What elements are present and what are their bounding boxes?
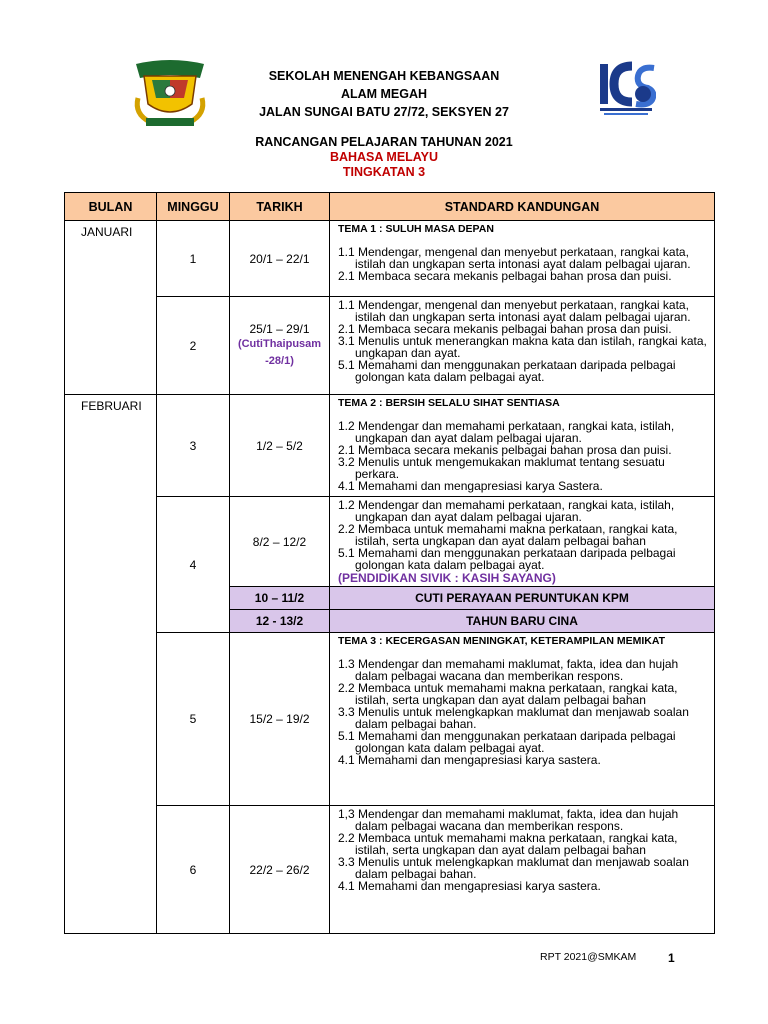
standard-content (330, 221, 715, 297)
table-row (65, 497, 715, 587)
school-name-line2: ALAM MEGAH (340, 87, 428, 101)
list-item: 3.2 Menulis untuk mengemukakan maklumat tentang sesuatu perkara. (338, 455, 665, 481)
week-number: 5 (157, 633, 230, 806)
standard-content (330, 806, 715, 934)
column-header-tarikh: TARIKH (230, 193, 330, 221)
level-title: TINGKATAN 3 (342, 165, 426, 179)
table-header-row (65, 193, 715, 221)
plan-title: RANCANGAN PELAJARAN TAHUNAN 2021 (255, 135, 513, 149)
standard-content (330, 395, 715, 497)
column-header-bulan: BULAN (65, 193, 157, 221)
list-item: 5.1 Memahami dan menggunakan perkataan daripada pelbagai golongan kata dalam pelbagai ayat. (338, 358, 676, 384)
list-item: 1,3 Mendengar dan memahami maklumat, fakta, idea dan hujah dalam pelbagai wacana dan memberikan respons. (338, 807, 679, 833)
week-date: 20/1 – 22/1 (230, 221, 330, 297)
list-item: 1.2 Mendengar dan memahami perkataan, rangkai kata, istilah, ungkapan dan ayat dalam pelbagai ujaran. (338, 498, 675, 524)
week-number: 6 (157, 806, 230, 934)
subject-title: BAHASA MELAYU (329, 150, 439, 164)
week-date-cell (230, 297, 330, 395)
column-header-standard: STANDARD KANDUNGAN (330, 193, 715, 221)
list-item: 4.1 Memahami dan mengapresiasi karya sastera. (338, 879, 601, 893)
week-date: 8/2 – 12/2 (230, 497, 330, 587)
column-header-minggu: MINGGU (157, 193, 230, 221)
table-row (65, 297, 715, 395)
list-item: 5.1 Memahami dan menggunakan perkataan daripada pelbagai golongan kata dalam pelbagai ayat. (338, 546, 676, 572)
standard-content (330, 633, 715, 806)
list-item: 3.3 Menulis untuk melengkapkan maklumat dan menjawab soalan dalam pelbagai bahan. (338, 705, 689, 731)
list-item: 3.1 Menulis untuk menerangkan makna kata dan istilah, rangkai kata, ungkapan dan ayat. (338, 334, 707, 360)
table-row (65, 395, 715, 497)
list-item: 1.3 Mendengar dan memahami maklumat, fakta, idea dan hujah dalam pelbagai wacana dan memberikan respons. (338, 657, 679, 683)
theme-title: TEMA 2 : BERSIH SELALU SIHAT SENTIASA (338, 397, 560, 409)
month-januari: JANUARI (65, 221, 157, 395)
week-date: 25/1 – 29/1 (249, 321, 310, 336)
week-number: 1 (157, 221, 230, 297)
page-number: 1 (668, 951, 675, 965)
week-date: 1/2 – 5/2 (230, 395, 330, 497)
list-item: 2.2 Membaca untuk memahami makna perkataan, rangkai kata, istilah, serta ungkapan dan ayat dalam pelbagai bahan (338, 522, 678, 548)
list-item: 1.1 Mendengar, mengenal dan menyebut perkataan, rangkai kata, istilah dan ungkapan serta intonasi ayat dalam pelbagai ujaran. (338, 298, 691, 324)
week-number: 3 (157, 395, 230, 497)
list-item: 5.1 Memahami dan menggunakan perkataan daripada pelbagai golongan kata dalam pelbagai ayat. (338, 729, 676, 755)
yearly-plan-table (64, 192, 715, 934)
school-name-line1: SEKOLAH MENENGAH KEBANGSAAN (268, 69, 500, 83)
week-date: 15/2 – 19/2 (230, 633, 330, 806)
list-item: 1.1 Mendengar, mengenal dan menyebut perkataan, rangkai kata, istilah dan ungkapan serta intonasi ayat dalam pelbagai ujaran. (338, 245, 691, 271)
list-item: 1.2 Mendengar dan memahami perkataan, rangkai kata, istilah, ungkapan dan ayat dalam pelbagai ujaran. (338, 419, 675, 445)
table-row (65, 633, 715, 806)
list-item: 3.3 Menulis untuk melengkapkan maklumat dan menjawab soalan dalam pelbagai bahan. (338, 855, 689, 881)
holiday-note: (CutiThaipusam -28/1) (237, 337, 322, 367)
list-item: 4.1 Memahami dan mengapresiasi karya sastera. (338, 753, 601, 767)
table-row (65, 806, 715, 934)
week-number: 4 (157, 497, 230, 633)
week-number: 2 (157, 297, 230, 395)
list-item: 2.2 Membaca untuk memahami makna perkataan, rangkai kata, istilah, serta ungkapan dan ayat dalam pelbagai bahan (338, 681, 678, 707)
theme-title: TEMA 3 : KECERGASAN MENINGKAT, KETERAMPILAN MEMIKAT (338, 635, 666, 647)
footer-reference: RPT 2021@SMKAM (540, 951, 637, 963)
table-row (65, 221, 715, 297)
holiday-date: 10 – 11/2 (230, 587, 330, 610)
week-date: 22/2 – 26/2 (230, 806, 330, 934)
holiday-label: CUTI PERAYAAN PERUNTUKAN KPM (330, 587, 715, 610)
list-item: 2.1 Membaca secara mekanis pelbagai bahan prosa dan puisi. (338, 443, 672, 457)
list-item: 2.1 Membaca secara mekanis pelbagai bahan prosa dan puisi. (338, 269, 672, 283)
civic-education-note: (PENDIDIKAN SIVIK : KASIH SAYANG) (338, 571, 556, 585)
list-item: 2.1 Membaca secara mekanis pelbagai bahan prosa dan puisi. (338, 322, 672, 336)
holiday-date: 12 - 13/2 (230, 610, 330, 633)
list-item: 4.1 Memahami dan mengapresiasi karya Sastera. (338, 479, 603, 493)
standard-content (330, 497, 715, 587)
month-februari: FEBRUARI (65, 395, 157, 934)
school-address: JALAN SUNGAI BATU 27/72, SEKSYEN 27 (259, 105, 509, 119)
theme-title: TEMA 1 : SULUH MASA DEPAN (338, 223, 494, 235)
list-item: 2.2 Membaca untuk memahami makna perkataan, rangkai kata, istilah, serta ungkapan dan ayat dalam pelbagai bahan (338, 831, 678, 857)
holiday-label: TAHUN BARU CINA (330, 610, 715, 633)
standard-content (330, 297, 715, 395)
